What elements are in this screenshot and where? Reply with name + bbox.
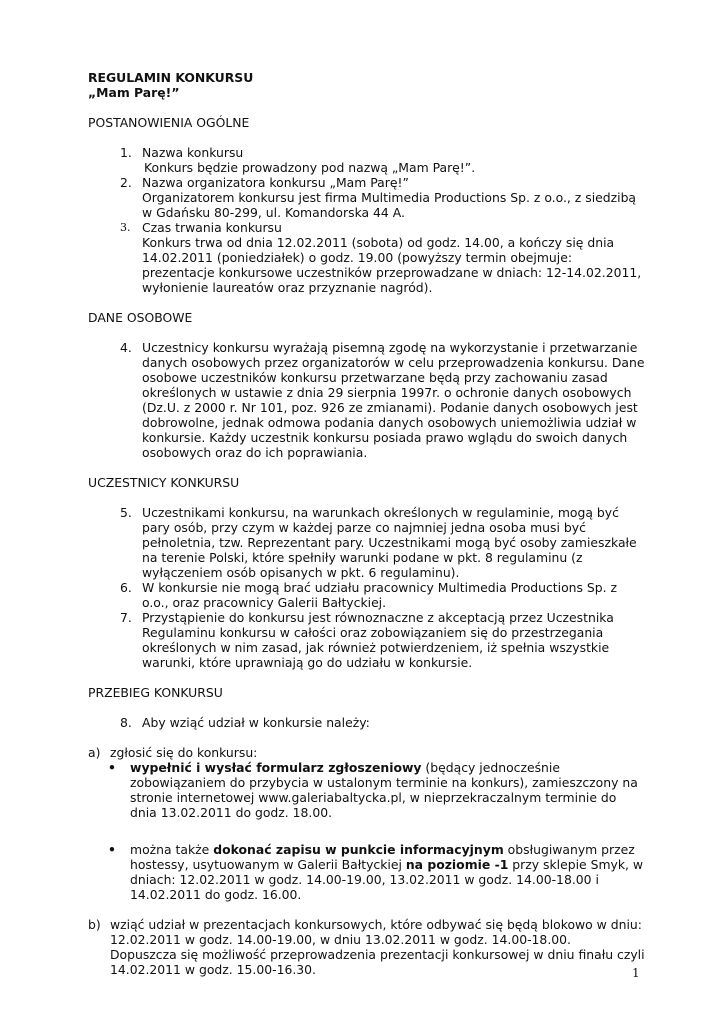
bullet-text xyxy=(130,760,648,775)
section-course: PRZEBIEG KONKURSU xyxy=(88,685,223,700)
text-span: można także xyxy=(130,842,214,857)
item-text: dobrowolne, jednak odmowa podania danych osobowych uniemożliwia udział w xyxy=(142,415,637,430)
item-text: Aby wziąć udział w konkursie należy: xyxy=(142,715,370,730)
item-text: osobowych oraz do ich poprawiania. xyxy=(142,445,368,460)
page-number: 1 xyxy=(632,966,640,980)
bullet-text: zobowiązaniem do przybycia w ustalonym terminie na konkurs), zamieszczony na xyxy=(130,775,638,790)
document-page xyxy=(88,70,648,977)
item-text: na terenie Polski, które spełniły warunki podane w pkt. 8 regulaminu (z xyxy=(142,550,583,565)
item-text: Uczestnikami konkursu, na warunkach określonych w regulaminie, mogą być xyxy=(142,505,619,520)
section-participants: UCZESTNICY KONKURSU xyxy=(88,475,240,490)
text-span: przy sklepie Smyk, w xyxy=(508,857,644,872)
list-item xyxy=(88,145,648,175)
item-number: 1. xyxy=(120,145,132,160)
bullet-text xyxy=(130,857,648,872)
bullet-item xyxy=(88,842,648,902)
item-number: 5. xyxy=(120,505,132,520)
item-text: warunki, które uprawniają go do udziału w konkursie. xyxy=(142,655,473,670)
item-text: Regulaminu konkursu w całości oraz zobowiązaniem się do przestrzegania xyxy=(142,625,604,640)
sub-item-text: wziąć udział w prezentacjach konkursowych, które odbywać się będą blokowo w dniu: xyxy=(110,917,642,932)
item-heading: Nazwa organizatora konkursu „Mam Parę!” xyxy=(142,175,409,190)
item-text: danych osobowych przez organizatorów w celu przeprowadzenia konkursu. Dane xyxy=(142,355,645,370)
bold-phrase: na poziomie -1 xyxy=(405,857,509,872)
bullet-text: dniach: 12.02.2011 w godz. 14.00-19.00, 13.02.2011 w godz. 14.00-18.00 i xyxy=(130,872,599,887)
item-text: o.o., oraz pracownicy Galerii Bałtyckiej. xyxy=(142,595,387,610)
item-text: prezentacje konkursowe uczestników przeprowadzane w dniach: 12-14.02.2011, xyxy=(142,265,642,280)
item-text: (Dz.U. z 2000 r. Nr 101, poz. 926 ze zmianami). Podanie danych osobowych jest xyxy=(142,400,638,415)
item-text: wyłączeniem osób opisanych w pkt. 6 regulaminu). xyxy=(142,565,460,580)
item-number: 7. xyxy=(120,610,132,625)
item-text: w Gdańsku 80-299, ul. Komandorska 44 A. xyxy=(142,205,405,220)
section-personal: DANE OSOBOWE xyxy=(88,310,193,325)
sub-item-text: 14.02.2011 w godz. 15.00-16.30. xyxy=(110,962,317,977)
text-span: hostessy, usytuowanym w Galerii Bałtyckiej xyxy=(130,857,406,872)
item-number: 3. xyxy=(120,221,131,234)
list-item xyxy=(88,505,648,580)
doc-title: REGULAMIN KONKURSU xyxy=(88,70,254,85)
bullet-text: stronie internetowej www.galeriabaltycka.pl, w nieprzekraczalnym terminie do xyxy=(130,790,617,805)
doc-subtitle: „Mam Parę!” xyxy=(88,85,180,100)
bold-phrase: wypełnić i wysłać formularz zgłoszeniowy xyxy=(130,760,422,775)
text-span: obsługiwanym przez xyxy=(503,842,635,857)
list-general xyxy=(88,145,648,295)
item-number: 4. xyxy=(120,340,132,355)
item-text: Uczestnicy konkursu wyrażają pisemną zgodę na wykorzystanie i przetwarzanie xyxy=(142,340,638,355)
item-heading: Czas trwania konkursu xyxy=(142,220,282,235)
sub-item-label: a) xyxy=(88,745,101,760)
item-heading: Nazwa konkursu xyxy=(142,145,244,160)
sub-item-text: zgłosić się do konkursu: xyxy=(110,745,258,760)
item-number: 8. xyxy=(120,715,132,730)
item-text: określonych w ustawie z dnia 29 sierpnia 1997r. o ochronie danych osobowych xyxy=(142,385,632,400)
item-text: pary osób, przy czym w każdej parze co najmniej jedna osoba musi być xyxy=(142,520,586,535)
list-participants xyxy=(88,505,648,670)
bullet-item xyxy=(88,760,648,820)
item-number: 2. xyxy=(120,175,132,190)
bold-phrase: dokonać zapisu w punkcie informacyjnym xyxy=(213,842,504,857)
item-text: Konkurs będzie prowadzony pod nazwą „Mam Parę!”. xyxy=(144,160,476,175)
item-text: Konkurs trwa od dnia 12.02.2011 (sobota) od godz. 14.00, a kończy się dnia xyxy=(142,235,615,250)
sub-item-text: Dopuszcza się możliwość przeprowadzenia prezentacji konkursowej w dniu finału czyli xyxy=(110,947,645,962)
item-number: 6. xyxy=(120,580,132,595)
list-item xyxy=(88,340,648,460)
item-text: pełnoletnia, tzw. Reprezentant pary. Uczestnikami mogą być osoby zamieszkałe xyxy=(142,535,637,550)
section-general: POSTANOWIENIA OGÓLNE xyxy=(88,115,250,130)
item-text: Przystąpienie do konkursu jest równoznaczne z akceptacją przez Uczestnika xyxy=(142,610,614,625)
list-item xyxy=(88,715,648,730)
item-text: określonych w nim zasad, jak również potwierdzeniem, iż spełnia wszystkie xyxy=(142,640,610,655)
sub-item-b xyxy=(88,917,648,977)
bullet-icon: • xyxy=(108,760,116,775)
list-item xyxy=(88,580,648,610)
item-text: osobowe uczestników konkursu przetwarzane będą przy zachowaniu zasad xyxy=(142,370,608,385)
bullet-text: dnia 13.02.2011 do godz. 18.00. xyxy=(130,805,333,820)
bullet-text: 14.02.2011 do godz. 16.00. xyxy=(130,887,302,902)
list-personal xyxy=(88,340,648,460)
list-item xyxy=(88,220,648,295)
item-text: 14.02.2011 (poniedziałek) o godz. 19.00 (powyższy termin obejmuje: xyxy=(142,250,573,265)
item-text: Organizatorem konkursu jest firma Multimedia Productions Sp. z o.o., z siedzibą xyxy=(142,190,637,205)
bullet-text xyxy=(130,842,648,857)
text-span: (będący jednocześnie xyxy=(421,760,560,775)
list-item xyxy=(88,175,648,220)
sub-item-label: b) xyxy=(88,917,101,932)
list-item xyxy=(88,610,648,670)
list-course xyxy=(88,715,648,730)
sub-item-a xyxy=(88,745,648,902)
sub-item-text: 12.02.2011 w godz. 14.00-19.00, w dniu 13.02.2011 w godz. 14.00-18.00. xyxy=(110,932,571,947)
item-text: W konkursie nie mogą brać udziału pracownicy Multimedia Productions Sp. z xyxy=(142,580,618,595)
item-text: wyłonienie laureatów oraz przyznanie nagród). xyxy=(142,280,433,295)
item-text: konkursie. Każdy uczestnik konkursu posiada prawo wglądu do swoich danych xyxy=(142,430,628,445)
bullet-icon: • xyxy=(108,842,116,857)
